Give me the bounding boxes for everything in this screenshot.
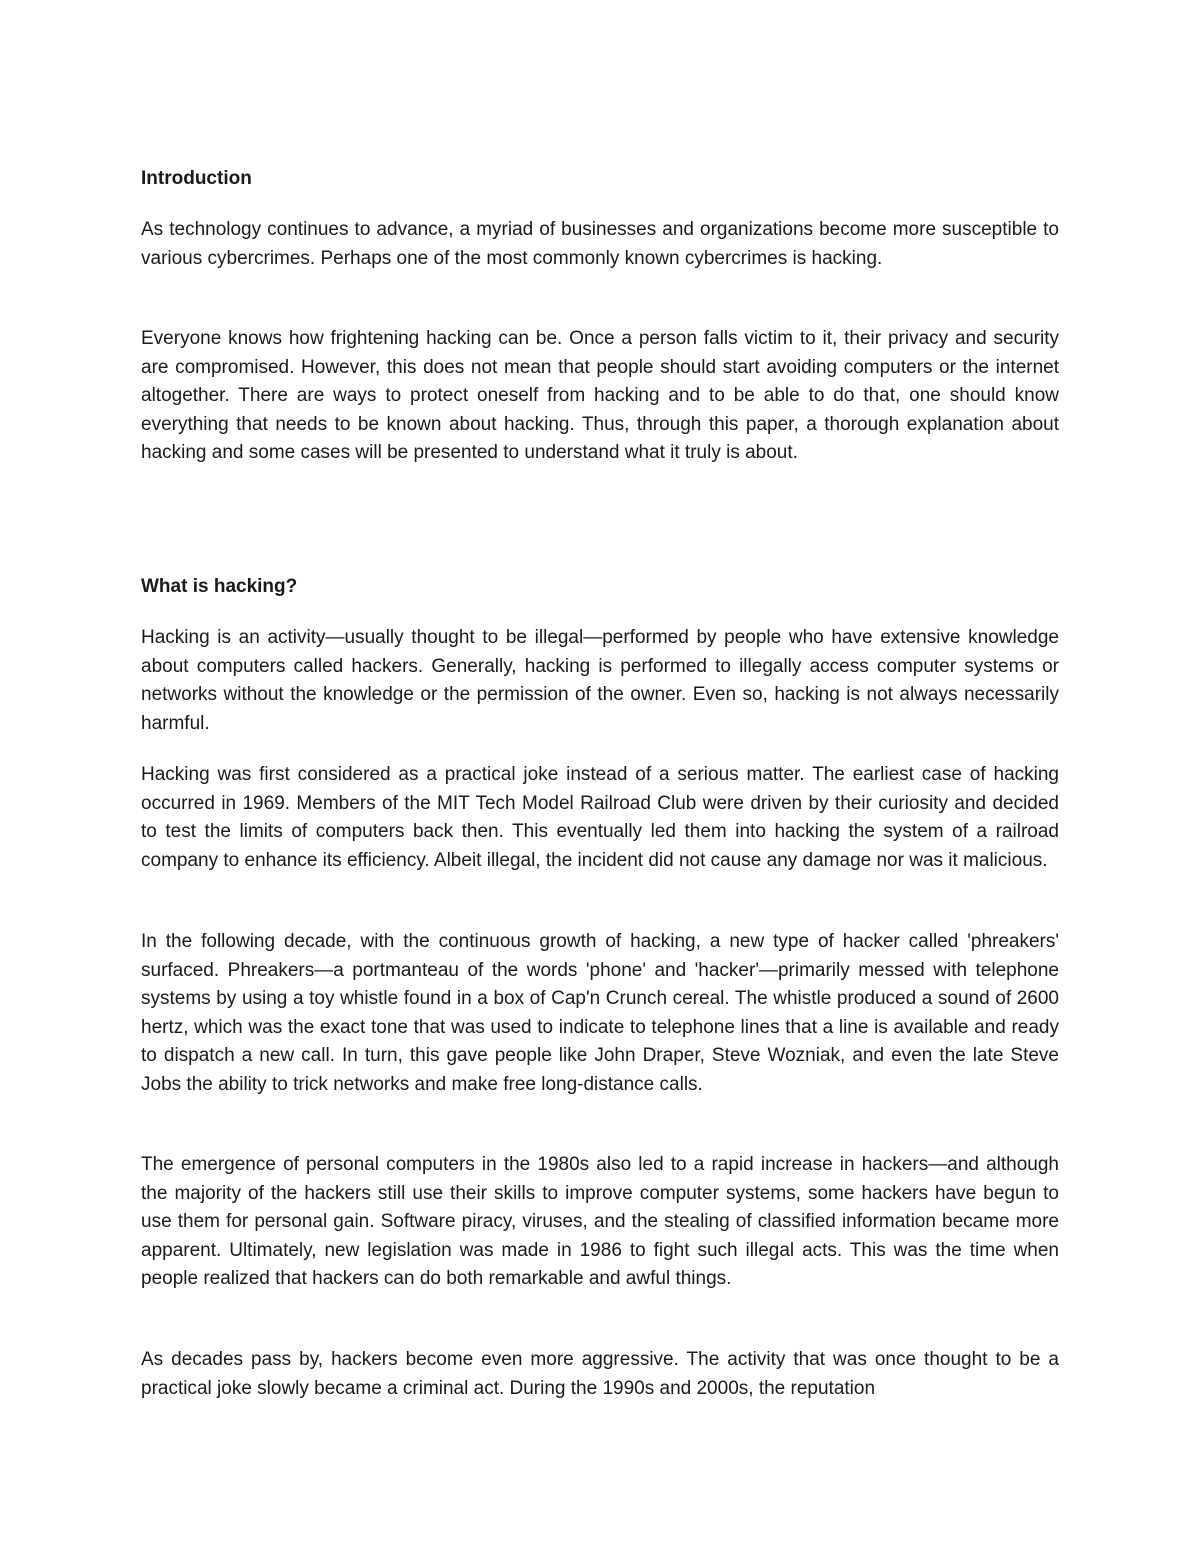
section-heading-introduction: Introduction [141,168,252,189]
paragraph: Hacking was first considered as a practical joke instead of a serious matter. The earliest case of hacking occurred in 1969. Members of the MIT Tech Model Railroad Club were driven by their curiosity and decided to test the limits of computers back then. This eventually led them into hacking the system of a railroad company to enhance its efficiency. Albeit illegal, the incident did not cause any damage nor was it malicious. [141,764,1059,871]
paragraph: Everyone knows how frightening hacking can be. Once a person falls victim to it, their privacy and security are compromised. However, this does not mean that people should start avoiding computers or the internet altogether. There are ways to protect oneself from hacking and to be able to do that, one should know everything that needs to be known about hacking. Thus, through this paper, a thorough explanation about hacking and some cases will be presented to understand what it truly is about. [141,328,1059,464]
section-heading-what-is-hacking: What is hacking? [141,576,298,597]
paragraph: In the following decade, with the continuous growth of hacking, a new type of hacker called 'phreakers' surfaced. Phreakers—a portmanteau of the words 'phone' and 'hacker'—primarily messed with telephone systems by using a toy whistle found in a box of Cap'n Crunch cereal. The whistle produced a sound of 2600 hertz, which was the exact tone that was used to indicate to telephone lines that a line is available and ready to dispatch a new call. In turn, this gave people like John Draper, Steve Wozniak, and even the late Steve Jobs the ability to trick networks and make free long-distance calls. [141,931,1059,1095]
paragraph: The emergence of personal computers in the 1980s also led to a rapid increase in hackers—and although the majority of the hackers still use their skills to improve computer systems, some hackers have begun to use them for personal gain. Software piracy, viruses, and the stealing of classified information became more apparent. Ultimately, new legislation was made in 1986 to fight such illegal acts. This was the time when people realized that hackers can do both remarkable and awful things. [141,1154,1059,1290]
paragraph: Hacking is an activity—usually thought to be illegal—performed by people who have extensive knowledge about computers called hackers. Generally, hacking is performed to illegally access computer systems or networks without the knowledge or the permission of the owner. Even so, hacking is not always necessarily harmful. [141,627,1059,734]
paragraph: As decades pass by, hackers become even more aggressive. The activity that was once thought to be a practical joke slowly became a criminal act. During the 1990s and 2000s, the reputation [141,1349,1059,1399]
paragraph: As technology continues to advance, a myriad of businesses and organizations become more susceptible to various cybercrimes. Perhaps one of the most commonly known cybercrimes is hacking. [141,219,1059,269]
